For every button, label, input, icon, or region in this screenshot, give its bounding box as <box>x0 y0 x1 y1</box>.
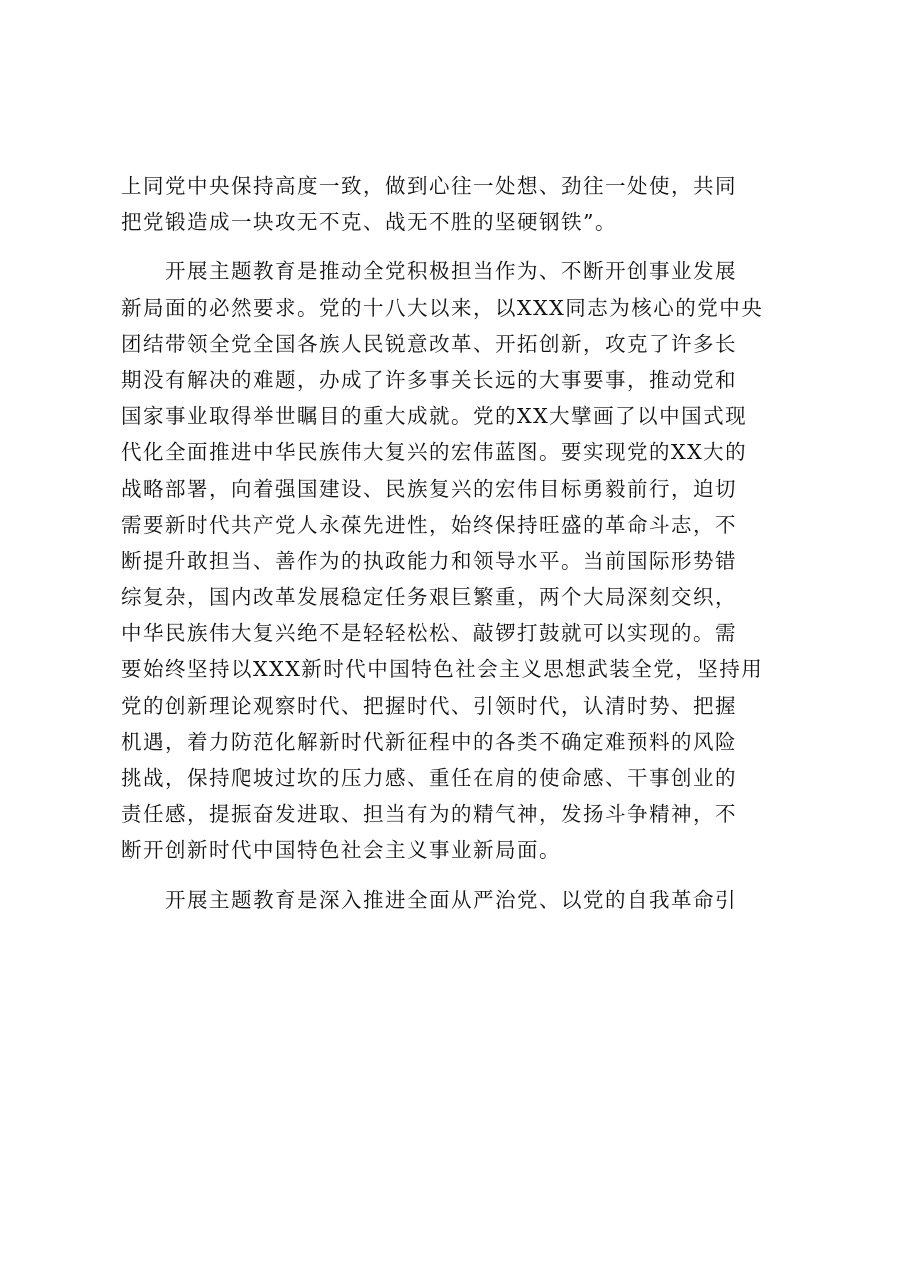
paragraph-line: 上同党中央保持高度一致，做到心往一处想、劲往一处使，共同 <box>121 174 737 198</box>
paragraph-line: 团结带领全党全国各族人民锐意改革、开拓创新，攻克了许多长 <box>121 331 737 356</box>
paragraph-line: 责任感，提振奋发进取、担当有为的精气神，发扬斗争精神，不 <box>121 802 737 827</box>
paragraph-3 <box>121 882 821 918</box>
paragraph-line: 期没有解决的难题，办成了许多事关长远的大事要事，推动党和 <box>121 367 737 392</box>
paragraph-line: 国家事业取得举世瞩目的重大成就。党的XX大擘画了以中国式现 <box>121 404 748 429</box>
paragraph-line: 中华民族伟大复兴绝不是轻轻松松、敲锣打鼓就可以实现的。需 <box>121 621 737 646</box>
paragraph-line: 代化全面推进中华民族伟大复兴的宏伟蓝图。要实现党的XX大的 <box>121 440 748 465</box>
paragraph-line: 开展主题教育是推动全党积极担当作为、不断开创事业发展 <box>121 259 737 284</box>
paragraph-spacer <box>121 869 821 882</box>
document-body <box>121 168 821 918</box>
paragraph-spacer <box>121 240 821 253</box>
paragraph-line: 综复杂，国内改革发展稳定任务艰巨繁重，两个大局深刻交织， <box>121 585 737 610</box>
paragraph-line: 开展主题教育是深入推进全面从严治党、以党的自我革命引 <box>121 887 737 912</box>
paragraph-line: 要始终坚持以XXX新时代中国特色社会主义思想武装全党，坚持用 <box>121 657 764 682</box>
paragraph-1 <box>121 168 821 240</box>
paragraph-line: 党的创新理论观察时代、把握时代、引领时代，认清时势、把握 <box>121 693 737 718</box>
paragraph-line: 把党锻造成一块攻无不克、战无不胜的坚硬钢铁”。 <box>121 210 617 235</box>
paragraph-line: 机遇，着力防范化解新时代新征程中的各类不确定难预料的风险 <box>121 729 737 754</box>
paragraph-line: 挑战，保持爬坡过坎的压力感、重任在肩的使命感、干事创业的 <box>121 766 737 790</box>
paragraph-line: 战略部署，向着强国建设、民族复兴的宏伟目标勇毅前行，迫切 <box>121 476 737 501</box>
paragraph-2 <box>121 253 821 868</box>
paragraph-line: 需要新时代共产党人永葆先进性，始终保持旺盛的革命斗志，不 <box>121 512 737 537</box>
paragraph-line: 新局面的必然要求。党的十八大以来，以XXX同志为核心的党中央 <box>121 295 764 320</box>
paragraph-line: 断提升敢担当、善作为的执政能力和领导水平。当前国际形势错 <box>121 548 737 573</box>
paragraph-line: 断开创新时代中国特色社会主义事业新局面。 <box>121 838 561 863</box>
